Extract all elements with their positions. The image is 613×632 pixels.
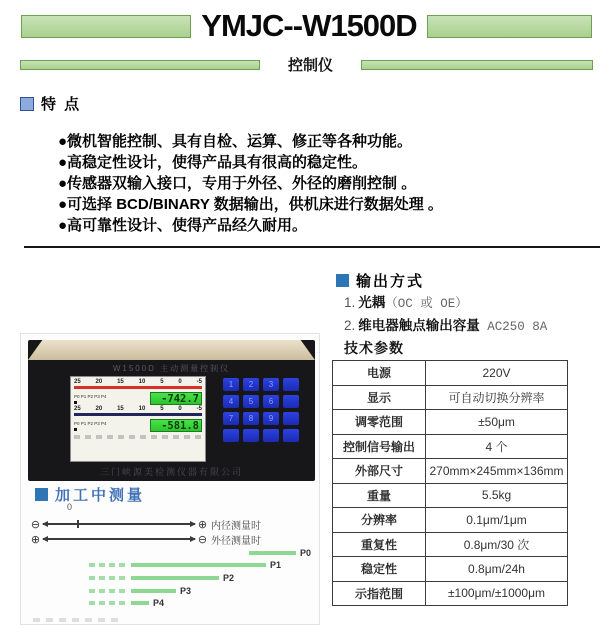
cutoff-text-blur (33, 618, 123, 622)
output-item (344, 292, 547, 315)
dash (119, 601, 125, 605)
output-item-detail: AC250 8A (479, 320, 548, 334)
specs-heading: 技术参数 (344, 340, 404, 356)
scale-tick: 25 (74, 379, 81, 385)
output-item-detail: （OC 或 OE） (385, 297, 468, 311)
spec-row (333, 581, 568, 606)
spec-table (332, 360, 568, 606)
step-bar-dashes (89, 576, 125, 580)
spec-value: 4 个 (426, 434, 568, 459)
spec-row (333, 385, 568, 410)
channel-legend: P0 P1 P2 P3 P4 (74, 420, 107, 427)
subheader (0, 54, 613, 75)
dash (119, 589, 125, 593)
spec-table-body (333, 361, 568, 606)
step-bar-row (21, 562, 319, 569)
feature-item: ●高稳定性设计，使得产品具有很高的稳定性。 (58, 154, 368, 171)
spec-row (333, 532, 568, 557)
keypad-key: 3 (263, 378, 279, 391)
product-photo-card (20, 333, 320, 625)
zero-label: 0 (67, 502, 73, 512)
device-model-label: W1500D 主动测量控制仪 (112, 364, 231, 373)
spec-label: 分辨率 (333, 508, 426, 533)
output-item-number: 2. (344, 318, 356, 333)
step-bar (131, 601, 149, 605)
channel-legend: P0 P1 P2 P3 P4 (74, 393, 107, 400)
spec-value: ±100μm/±1000μm (426, 581, 568, 606)
scale-tick: 15 (117, 379, 124, 385)
feature-item: ●高可靠性设计、使得产品经久耐用。 (58, 217, 308, 234)
spec-value: 220V (426, 361, 568, 386)
features-heading-label: 特 点 (41, 96, 82, 113)
dash (119, 563, 125, 567)
dash (89, 563, 95, 567)
keypad-key: 2 (243, 378, 259, 391)
step-bars (21, 334, 319, 624)
feature-list (58, 131, 443, 236)
output-items (344, 292, 547, 338)
spec-label: 示指范围 (333, 581, 426, 606)
subheader-left-bar (20, 60, 260, 70)
dash (99, 589, 105, 593)
spec-value: 0.1μm/1μm (426, 508, 568, 533)
feature-item: ●微机智能控制、具有自检、运算、修正等各种功能。 (58, 133, 413, 150)
spec-label: 重复性 (333, 532, 426, 557)
step-bar-label: P2 (223, 573, 235, 583)
spec-row (333, 508, 568, 533)
spec-value: 0.8μm/24h (426, 557, 568, 582)
spec-row (333, 434, 568, 459)
spec-row (333, 459, 568, 484)
section-divider (24, 246, 600, 248)
header-left-bar (21, 15, 191, 38)
dash (109, 601, 115, 605)
step-bar-label: P4 (153, 598, 165, 608)
scale-tick: 0 (178, 406, 182, 412)
scale-tick: 20 (95, 379, 103, 385)
dash (109, 563, 115, 567)
minus-circle-icon: ⊖ (197, 533, 208, 546)
spec-row (333, 557, 568, 582)
spec-label: 外部尺寸 (333, 459, 426, 484)
feature-item: ●传感器双输入接口，专用于外径、外径的磨削控制 。 (58, 175, 417, 192)
scale-tick: 5 (160, 406, 164, 412)
step-bar-row (21, 575, 319, 582)
spec-row (333, 483, 568, 508)
scale-tick: 20 (95, 406, 103, 412)
output-item (344, 315, 547, 338)
spec-value: 5.5kg (426, 483, 568, 508)
spec-label: 稳定性 (333, 557, 426, 582)
dash (99, 576, 105, 580)
scale-tick: 10 (138, 406, 146, 412)
output-item-term: 维电器触点输出容量 (358, 318, 480, 333)
step-bar (249, 551, 296, 555)
output-heading (336, 270, 424, 291)
square-bullet-icon (336, 274, 349, 287)
step-bar-label: P3 (180, 586, 192, 596)
keypad-key: 1 (223, 378, 239, 391)
header-right-bar (427, 15, 592, 38)
subheader-right-bar (361, 60, 593, 70)
step-bar (131, 589, 176, 593)
axis-label: 内径测量时 (211, 520, 261, 532)
output-item-number: 1. (344, 295, 356, 310)
feature-item: ●可选择 BCD/BINARY 数据输出，供机床进行数据处理 。 (58, 196, 443, 213)
step-bar-dashes (89, 601, 125, 605)
spec-value: ±50μm (426, 410, 568, 435)
spec-label: 显示 (333, 385, 426, 410)
minus-circle-icon: ⊖ (30, 518, 41, 531)
step-bar-label: P0 (300, 548, 312, 558)
spec-row (333, 361, 568, 386)
step-bar-row (21, 550, 319, 557)
keypad-key: 9 (263, 412, 279, 425)
scale-tick: 25 (74, 406, 81, 412)
square-bullet-icon (20, 97, 34, 111)
spec-label: 电源 (333, 361, 426, 386)
scale-tick: 15 (117, 406, 124, 412)
keypad-key: 6 (263, 395, 279, 408)
step-bar (131, 576, 219, 580)
keypad-key: 7 (223, 412, 239, 425)
dash (99, 601, 105, 605)
spec-value: 可自动切换分辨率 (426, 385, 568, 410)
step-bar (131, 563, 266, 567)
dash (89, 576, 95, 580)
spec-label: 调零范围 (333, 410, 426, 435)
plus-circle-icon: ⊕ (30, 533, 41, 546)
spec-row (333, 410, 568, 435)
features-heading (20, 93, 81, 114)
scale-tick: 10 (138, 379, 146, 385)
dash (89, 589, 95, 593)
scale-tick: 5 (160, 379, 164, 385)
step-bar-dashes (89, 589, 125, 593)
product-title: YMJC--W1500D (201, 8, 417, 43)
keypad-key: 5 (243, 395, 259, 408)
dash (109, 589, 115, 593)
scale-tick: -5 (196, 406, 202, 412)
step-bar-dashes (89, 563, 125, 567)
scale-tick: -5 (196, 379, 202, 385)
step-bar-row (21, 600, 319, 607)
dash (99, 563, 105, 567)
keypad-key: 4 (223, 395, 239, 408)
step-bar-label: P1 (270, 560, 282, 570)
header (0, 8, 613, 44)
axis-label: 外径测量时 (211, 535, 261, 547)
plus-circle-icon: ⊕ (197, 518, 208, 531)
dash (89, 601, 95, 605)
dash (119, 576, 125, 580)
keypad-key: 8 (243, 412, 259, 425)
output-item-term: 光耦 (358, 295, 386, 310)
output-heading-label: 输出方式 (356, 273, 425, 290)
product-subtitle: 控制仪 (287, 57, 333, 74)
lcd-value: -742.7 (150, 392, 202, 405)
spec-value: 270mm×245mm×136mm (426, 459, 568, 484)
scale-tick: 0 (178, 379, 182, 385)
lcd-value: -581.8 (150, 419, 202, 432)
dash (109, 576, 115, 580)
diagram-heading-label: 加工中测量 (55, 487, 146, 504)
spec-value: 0.8μm/30 次 (426, 532, 568, 557)
spec-label: 控制信号输出 (333, 434, 426, 459)
step-bar-row (21, 588, 319, 595)
spec-label: 重量 (333, 483, 426, 508)
manufacturer-label: 三门峡源美检测仪器有限公司 (99, 467, 243, 477)
